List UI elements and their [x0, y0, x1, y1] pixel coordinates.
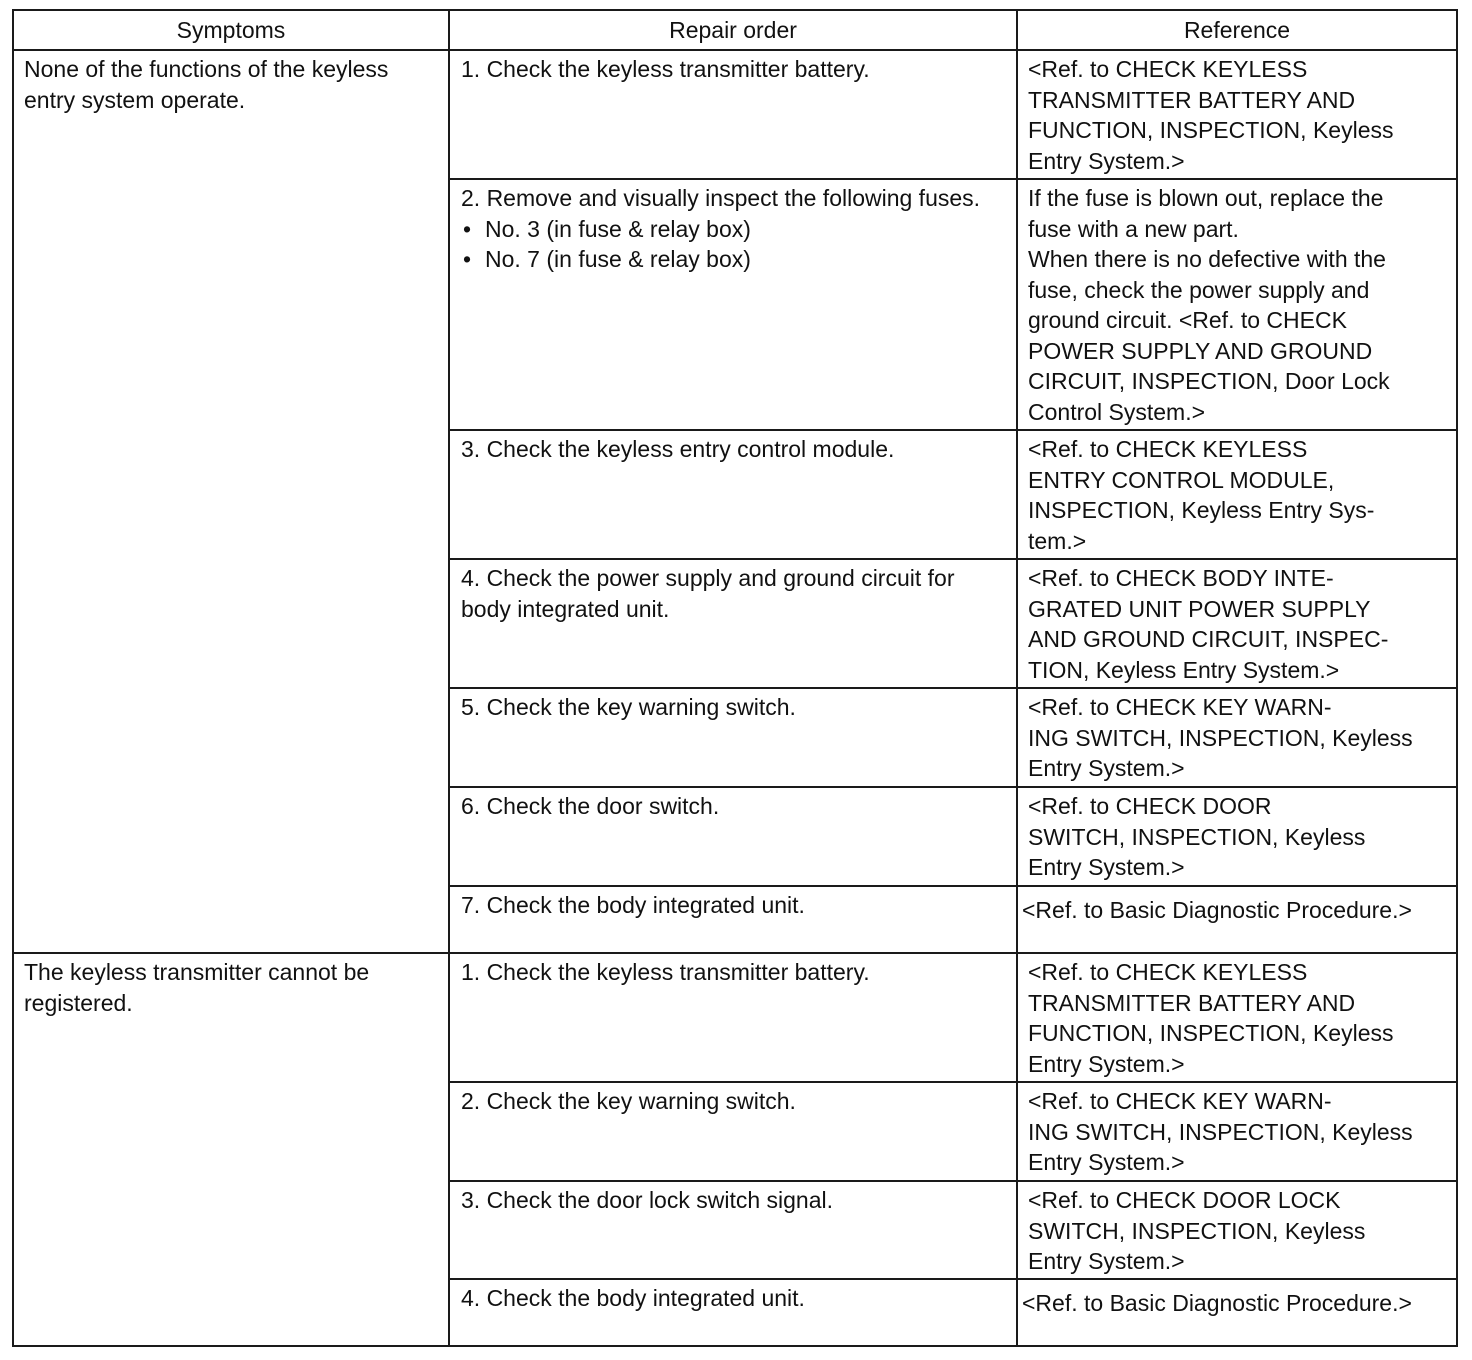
repair-step-text: 5. Check the key warning switch. — [461, 694, 796, 720]
reference-cell — [1017, 1082, 1457, 1181]
repair-step-cell — [449, 50, 1017, 179]
reference-cell — [1017, 430, 1457, 559]
header-reference: Reference — [1017, 10, 1457, 50]
repair-step-cell — [449, 559, 1017, 688]
troubleshooting-table — [12, 9, 1458, 1347]
reference-cell — [1017, 886, 1457, 953]
list-item — [461, 214, 1006, 245]
repair-step-text: 2. Remove and visually inspect the following fuses. — [461, 185, 981, 211]
reference-cell — [1017, 50, 1457, 179]
repair-step-cell — [449, 886, 1017, 953]
reference-text: <Ref. to CHECK KEYLESS TRANSMITTER BATTERY AND FUNCTION, INSPECTION, Keyless Entry System.> — [1028, 959, 1394, 1077]
header-symptoms: Symptoms — [13, 10, 449, 50]
symptom-cell — [13, 50, 449, 953]
symptom-text: None of the functions of the keyless entry system operate. — [24, 56, 389, 113]
reference-cell — [1017, 787, 1457, 886]
repair-step-cell — [449, 688, 1017, 787]
fuse-item-text: No. 3 (in fuse & relay box) — [485, 215, 751, 242]
repair-step-cell — [449, 430, 1017, 559]
header-repair-order: Repair order — [449, 10, 1017, 50]
repair-step-cell — [449, 1279, 1017, 1346]
fuse-list — [461, 214, 1006, 275]
reference-text: <Ref. to CHECK KEY WARN- ING SWITCH, INSPECTION, Keyless Entry System.> — [1028, 1088, 1413, 1175]
reference-cell — [1017, 1181, 1457, 1279]
repair-step-text: 4. Check the body integrated unit. — [461, 1285, 805, 1311]
symptom-cell — [13, 953, 449, 1346]
reference-cell — [1017, 179, 1457, 430]
reference-text: <Ref. to CHECK DOOR SWITCH, INSPECTION, Keyless Entry System.> — [1028, 793, 1366, 880]
repair-step-cell — [449, 787, 1017, 886]
repair-step-text: 6. Check the door switch. — [461, 793, 720, 819]
repair-step-text: 1. Check the keyless transmitter battery. — [461, 56, 870, 82]
reference-cell — [1017, 559, 1457, 688]
fuse-item-text: No. 7 (in fuse & relay box) — [485, 246, 751, 272]
reference-text: <Ref. to CHECK KEY WARN- ING SWITCH, INSPECTION, Keyless Entry System.> — [1028, 694, 1413, 781]
repair-step-cell — [449, 179, 1017, 430]
repair-step-text: 3. Check the keyless entry control module. — [461, 436, 895, 462]
repair-step-text: 4. Check the power supply and ground circuit for body integrated unit. — [461, 565, 955, 622]
repair-step-cell — [449, 1181, 1017, 1279]
reference-text: <Ref. to Basic Diagnostic Procedure.> — [1022, 1290, 1412, 1316]
symptom-text: The keyless transmitter cannot be registered. — [24, 959, 370, 1016]
reference-text: If the fuse is blown out, replace the fuse with a new part. When there is no defective with the fuse, check the power supply and ground circuit. <Ref. to CHECK POWER SUPPLY AND GROUND CIRCUIT, INSPECTION, Door Lock Control System.> — [1028, 185, 1390, 425]
table-row — [13, 953, 1457, 1082]
reference-text: <Ref. to CHECK KEYLESS ENTRY CONTROL MODULE, INSPECTION, Keyless Entry Sys- tem.> — [1028, 436, 1375, 554]
repair-step-text: 2. Check the key warning switch. — [461, 1088, 796, 1114]
reference-text: <Ref. to CHECK KEYLESS TRANSMITTER BATTERY AND FUNCTION, INSPECTION, Keyless Entry System.> — [1028, 56, 1394, 174]
reference-text: <Ref. to CHECK DOOR LOCK SWITCH, INSPECTION, Keyless Entry System.> — [1028, 1187, 1366, 1274]
bullet-icon: • — [463, 215, 472, 242]
reference-text: <Ref. to Basic Diagnostic Procedure.> — [1022, 897, 1412, 923]
reference-cell — [1017, 688, 1457, 787]
repair-step-text: 1. Check the keyless transmitter battery. — [461, 959, 870, 985]
header-row — [13, 10, 1457, 50]
reference-cell — [1017, 953, 1457, 1082]
list-item — [461, 244, 1006, 275]
reference-cell — [1017, 1279, 1457, 1346]
repair-step-cell — [449, 1082, 1017, 1181]
repair-step-cell — [449, 953, 1017, 1082]
reference-text: <Ref. to CHECK BODY INTE- GRATED UNIT POWER SUPPLY AND GROUND CIRCUIT, INSPEC- TION, Keyless Entry System.> — [1028, 565, 1389, 683]
bullet-icon: • — [463, 246, 472, 272]
repair-step-text: 7. Check the body integrated unit. — [461, 892, 805, 918]
table-row — [13, 50, 1457, 179]
repair-step-text: 3. Check the door lock switch signal. — [461, 1187, 834, 1213]
